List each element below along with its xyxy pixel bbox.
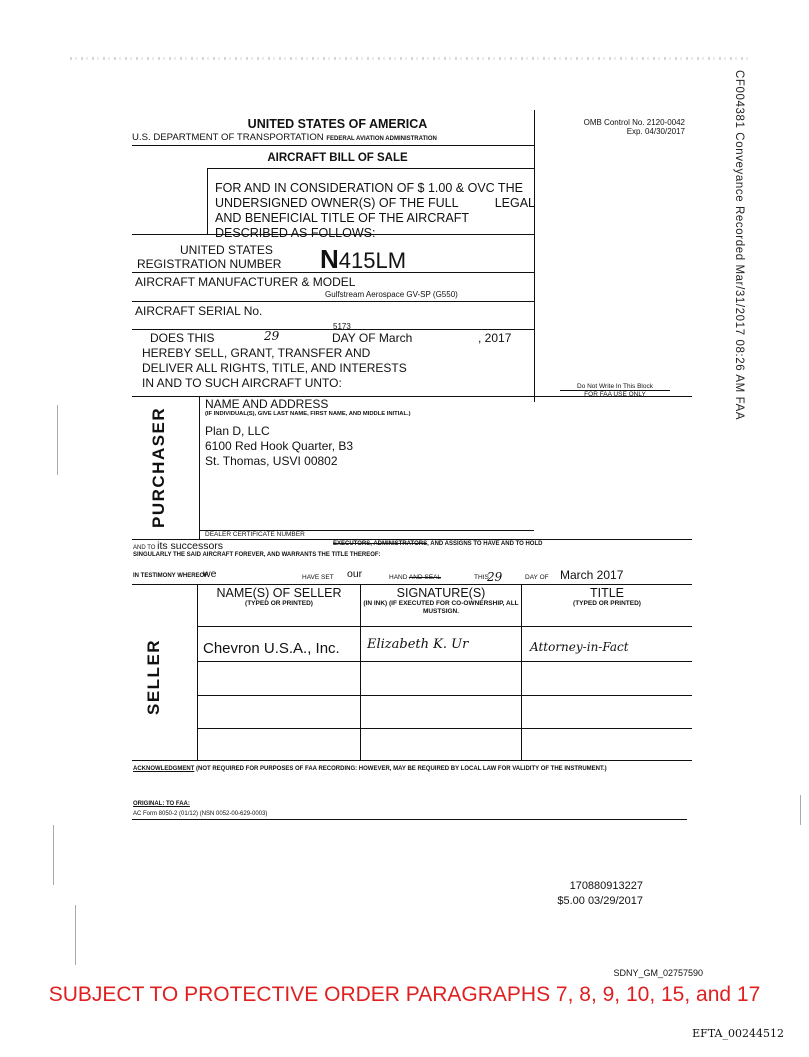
serial-value: 5173 [333, 322, 351, 331]
testimony-handwritten-day: 29 [487, 570, 503, 584]
ac-form-number: AC Form 8050-2 (01/12) (NSN 0052-00-629-0003) [133, 811, 268, 817]
rule [197, 728, 692, 729]
recording-id: 170880913227 [569, 880, 643, 892]
signature-header: SIGNATURE(S) (IN INK) (IF EXECUTED FOR CO-OWNERSHIP, ALL MUSTSIGN. [363, 586, 519, 615]
rule [132, 301, 534, 302]
rule [132, 145, 534, 146]
day-of-month: DAY OF March [332, 331, 413, 345]
rule [132, 584, 692, 585]
purchaser-address: Plan D, LLC 6100 Red Hook Quarter, B3 St. Thomas, USVI 00802 [205, 424, 354, 468]
scan-mark [53, 825, 54, 885]
recording-fee: $5.00 03/29/2017 [557, 895, 643, 907]
recorded-stamp: CF004381 Conveyance Recorded Mar/31/2017 08:26 AM FAA [733, 70, 745, 421]
assigns-line: EXECUTORS, ADMINISTRATORS, AND ASSIGNS TO HAVE AND TO HOLD [333, 541, 543, 547]
manufacturer-value: Gulfstream Aerospace GV-SP (G550) [325, 290, 458, 299]
rule [197, 584, 198, 760]
testimony-this: THIS [474, 574, 489, 581]
testimony-date: March 2017 [560, 568, 624, 582]
seller-title: Attorney-in-Fact [530, 640, 629, 654]
acknowledgment-note: ACKNOWLEDGMENT (NOT REQUIRED FOR PURPOSES OF FAA RECORDING: HOWEVER, MAY BE REQUIRED BY LOCAL LAW FOR VALIDITY OF THE INSTRUMENT.) [133, 766, 607, 772]
year: , 2017 [478, 331, 512, 345]
form-title: AIRCRAFT BILL OF SALE [267, 152, 408, 164]
testimony-day-of: DAY OF [525, 574, 549, 581]
name-address-label: NAME AND ADDRESS [205, 397, 329, 411]
dealer-certificate-label: DEALER CERTIFICATE NUMBER [205, 531, 305, 538]
consideration-text: FOR AND IN CONSIDERATION OF $ 1.00 & OVC THE UNDERSIGNED OWNER(S) OF THE FULL LEGAL AND BENEFICIAL TITLE OF THE AIRCRAFT DESCRIBED AS FOLLOWS: [215, 181, 535, 240]
omb-control: OMB Control No. 2120-0042 Exp. 04/30/2017 [583, 118, 685, 136]
scan-mark [75, 905, 76, 965]
country-heading: UNITED STATES OF AMERICA [247, 117, 428, 131]
scan-noise-strip [70, 57, 750, 60]
manufacturer-label: AIRCRAFT MANUFACTURER & MODEL [135, 275, 356, 289]
seller-name: Chevron U.S.A., Inc. [203, 640, 340, 657]
warranty-line: SINGULARLY THE SAID AIRCRAFT FOREVER, AND WARRANTS THE TITLE THEREOF: [133, 552, 381, 558]
does-this-label: DOES THIS [150, 331, 215, 345]
rule [207, 168, 534, 169]
scan-mark [57, 405, 58, 475]
name-address-instructions: (IF INDIVIDUAL(S), GIVE LAST NAME, FIRST NAME, AND MIDDLE INITIAL.) [205, 411, 411, 417]
sell-statement: HEREBY SELL, GRANT, TRANSFER AND DELIVER ALL RIGHTS, TITLE, AND INTERESTS IN AND TO SUCH AIRCRAFT UNTO: [142, 346, 407, 390]
original-to-faa: ORIGINAL: TO FAA: [133, 801, 190, 807]
rule [197, 661, 692, 662]
testimony-hand: HAND AND SEAL [389, 574, 442, 581]
testimony-have-set: HAVE SET [302, 574, 334, 581]
registration-label-2: REGISTRATION NUMBER [137, 257, 282, 271]
seller-section-label: SELLER [144, 638, 163, 715]
rule [197, 695, 692, 696]
rule [521, 584, 522, 760]
protective-order-notice: SUBJECT TO PROTECTIVE ORDER PARAGRAPHS 7, 8, 9, 10, 15, and 17 [48, 983, 761, 1006]
testimony-our: our [347, 568, 363, 580]
seller-name-header: NAME(S) OF SELLER (TYPED OR PRINTED) [216, 586, 342, 607]
efta-number: EFTA_00244512 [692, 1027, 784, 1040]
registration-label-1: UNITED STATES [180, 243, 273, 257]
rule [132, 760, 692, 761]
faa-use-only-note: Do Not Write In This Block FOR FAA USE ONLY [560, 383, 670, 398]
rule [199, 396, 200, 539]
rule [197, 626, 692, 627]
department-heading: U.S. DEPARTMENT OF TRANSPORTATION FEDERAL AVIATION ADMINISTRATION [132, 132, 437, 143]
bates-number: SDNY_GM_02757590 [613, 968, 703, 978]
purchaser-section-label: PURCHASER [149, 406, 168, 528]
testimony-we: we [203, 568, 217, 580]
scan-mark [800, 795, 801, 825]
serial-label: AIRCRAFT SERIAL No. [135, 304, 263, 318]
testimony-label: IN TESTIMONY WHEREOF [133, 573, 208, 579]
rule [132, 819, 687, 820]
handwritten-day: 29 [264, 329, 280, 343]
seller-signature: Elizabeth K. Ur [367, 637, 469, 652]
and-to-line: AND TO its successors [133, 540, 224, 552]
title-header: TITLE (TYPED OR PRINTED) [573, 586, 641, 607]
registration-number: N415LM [320, 244, 407, 274]
rule [207, 168, 208, 234]
